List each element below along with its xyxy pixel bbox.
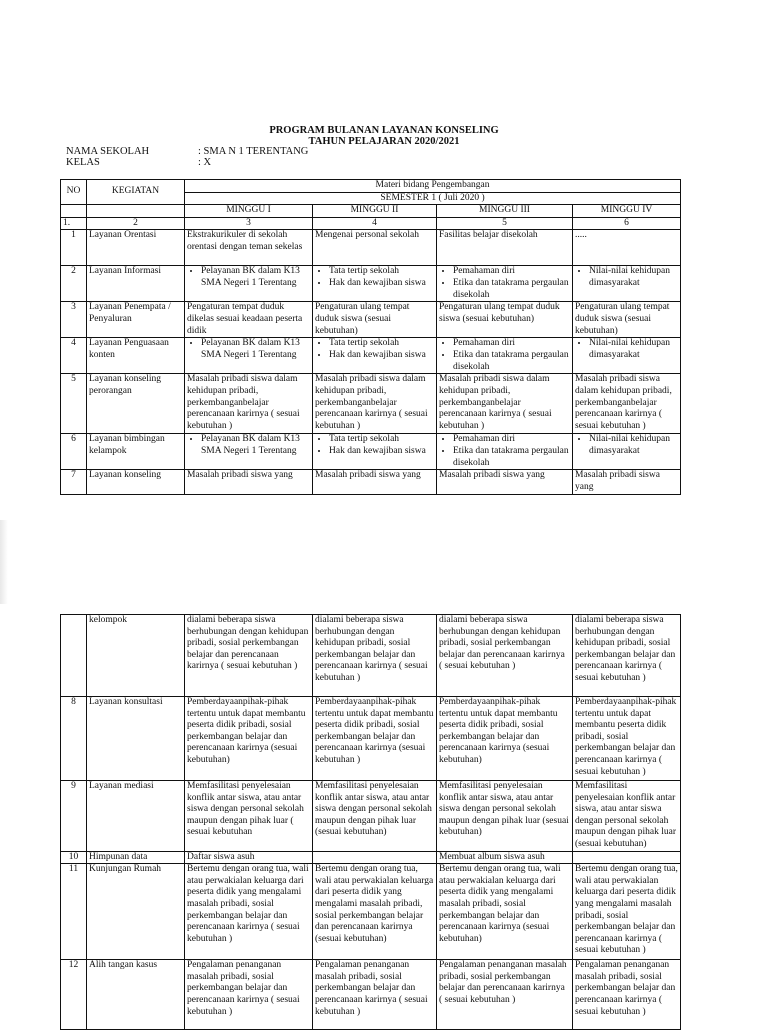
cell-w3: Masalah pribadi siswa dalam kehidupan pribadi, perkembanganbelajar perencanaan karirnya ( sesuai kebutuhan ) — [437, 374, 573, 434]
cell-kegiatan: Layanan Orentasi — [87, 230, 185, 266]
cell-w2: Masalah pribadi siswa yang — [313, 470, 437, 494]
cell-no: 2 — [61, 266, 87, 302]
header-week-3: MINGGU III — [437, 205, 573, 218]
cell-kegiatan: Layanan mediasi — [87, 781, 185, 852]
cell-w2: Pemberdayaanpihak-pihak tertentu untuk dapat membantu peserta didik pribadi, sosial perkembangan belajar dan perencanaan karirnya (sesuai kebutuhan ) — [313, 697, 437, 781]
cell-no: 11 — [61, 864, 87, 960]
header-num-2: 2 — [87, 217, 185, 230]
table-row — [61, 960, 681, 1030]
table-body-page-1 — [61, 230, 681, 494]
bullet-item: • Tata tertip sekolah — [329, 434, 434, 446]
bullet-list — [439, 266, 570, 301]
table-row — [61, 338, 681, 374]
header-num-4: 4 — [313, 217, 437, 230]
table-row — [61, 697, 681, 781]
bullet-item: • Pelayanan BK dalam K13 SMA Negeri 1 Terentang — [201, 266, 310, 289]
cell-w1: Pemberdayaanpihak-pihak tertentu untuk dapat membantu peserta didik pribadi, sosial perkembangan belajar dan perencanaan karirnya (sesuai kebutuhan) — [185, 697, 313, 781]
cell-w4: Pengaturan ulang tempat duduk siswa (sesuai kebutuhan) — [573, 302, 681, 338]
cell-w4: Bertemu dengan orang tua, wali atau perwakialan keluarga dari peserta didik yang mengalami masalah pribadi, sosial perkembangan belajar dan perencanaan karirnya ( sesuai kebutuhan ) — [573, 864, 681, 960]
bullet-item: • Tata tertip sekolah — [329, 266, 434, 278]
table-row — [61, 302, 681, 338]
bullet-list — [439, 434, 570, 469]
document-page-2 — [0, 604, 768, 1024]
bullet-item: • Pemahaman diri — [453, 434, 570, 446]
cell-kegiatan: Kunjungan Rumah — [87, 864, 185, 960]
cell-no: 1 — [61, 230, 87, 266]
cell-w4 — [573, 851, 681, 864]
table-row — [61, 864, 681, 960]
bullet-list — [575, 434, 678, 457]
bullet-item: • Pelayanan BK dalam K13 SMA Negeri 1 Terentang — [201, 338, 310, 361]
bullet-item: • Hak dan kewajiban siswa — [329, 446, 434, 458]
table-row — [61, 470, 681, 494]
cell-w1 — [185, 266, 313, 302]
cell-w3: Masalah pribadi siswa yang — [437, 470, 573, 494]
bullet-item: • Nilai-nilai kehidupan dimasyarakat — [589, 338, 678, 361]
cell-w2: Bertemu dengan orang tua, wali atau perwakialan keluarga dari peserta didik yang mengalami masalah pribadi, sosial perkembangan belajar dan perencanaan karirnya (sesuai kebutuhan) — [313, 864, 437, 960]
cell-w4: ..... — [573, 230, 681, 266]
cell-w2 — [313, 434, 437, 470]
table-row — [61, 615, 681, 697]
cell-w1: Daftar siswa asuh — [185, 851, 313, 864]
school-label: NAMA SEKOLAH — [66, 146, 150, 157]
cell-no: 10 — [61, 851, 87, 864]
bullet-item: • Etika dan tatakrama pergaulan disekolah — [453, 278, 570, 301]
cell-w3: Memfasilitasi penyelesaian konflik antar siswa, atau antar siswa dengan personal sekolah maupun dengan pihak luar (sesuai kebutuhan) — [437, 781, 573, 852]
cell-w1: dialami beberapa siswa berhubungan dengan kehidupan pribadi, sosial perkembangan belajar dan perencanaan karirnya ( sesuai kebutuhan ) — [185, 615, 313, 697]
table-row — [61, 374, 681, 434]
cell-kegiatan: Alih tangan kasus — [87, 960, 185, 1030]
table-row — [61, 230, 681, 266]
header-num-1: 1. — [61, 217, 87, 230]
cell-kegiatan: Layanan Penguasaan konten — [87, 338, 185, 374]
bullet-item: • Pemahaman diri — [453, 338, 570, 350]
header-num-6: 6 — [573, 217, 681, 230]
bullet-item: • Pelayanan BK dalam K13 SMA Negeri 1 Terentang — [201, 434, 310, 457]
cell-w4: Pemberdayaanpihak-pihak tertentu untuk dapat membantu peserta didik pribadi, sosial perkembangan belajar dan perencanaan karirnya ( sesuai kebutuhan ) — [573, 697, 681, 781]
bullet-item: • Tata tertip sekolah — [329, 338, 434, 350]
cell-w4: dialami beberapa siswa berhubungan dengan kehidupan pribadi, sosial perkembangan belajar dan perencanaan karirnya ( sesuai kebutuhan ) — [573, 615, 681, 697]
bullet-item: • Etika dan tatakrama pergaulan disekolah — [453, 446, 570, 469]
cell-w2: Pengalaman penanganan masalah pribadi, sosial perkembangan belajar dan perencanaan karirnya ( sesuai kebutuhan ) — [313, 960, 437, 1030]
bullet-item: • Nilai-nilai kehidupan dimasyarakat — [589, 434, 678, 457]
bullet-list — [187, 434, 310, 457]
document-title: PROGRAM BULANAN LAYANAN KONSELING — [269, 125, 499, 136]
school-value: : SMA N 1 TERENTANG — [198, 146, 309, 157]
cell-kegiatan: kelompok — [87, 615, 185, 697]
cell-no: 7 — [61, 470, 87, 494]
cell-w1: Pengalaman penanganan masalah pribadi, sosial perkembangan belajar dan perencanaan karirnya ( sesuai kebutuhan ) — [185, 960, 313, 1030]
cell-w4 — [573, 266, 681, 302]
cell-no: 3 — [61, 302, 87, 338]
cell-w1: Bertemu dengan orang tua, wali atau perwakialan keluarga dari peserta didik yang mengalami masalah pribadi, sosial perkembangan belajar dan perencanaan karirnya ( sesuai kebutuhan ) — [185, 864, 313, 960]
cell-w2: dialami beberapa siswa berhubungan dengan kehidupan pribadi, sosial perkembangan belajar dan perencanaan karirnya ( sesuai kebutuhan ) — [313, 615, 437, 697]
cell-w4: Pengalaman penanganan masalah pribadi, sosial perkembangan belajar dan perencanaan karirnya ( sesuai kebutuhan ) — [573, 960, 681, 1030]
cell-w3: Fasilitas belajar disekolah — [437, 230, 573, 266]
cell-w1: Pengaturan tempat duduk dikelas sesuai keadaan peserta didik — [185, 302, 313, 338]
bullet-item: • Nilai-nilai kehidupan dimasyarakat — [589, 266, 678, 289]
cell-w2 — [313, 338, 437, 374]
header-no: NO — [61, 180, 87, 205]
cell-w1 — [185, 434, 313, 470]
header-week-2: MINGGU II — [313, 205, 437, 218]
header-kegiatan: KEGIATAN — [87, 180, 185, 205]
cell-no: 6 — [61, 434, 87, 470]
document-subtitle: TAHUN PELAJARAN 2020/2021 — [308, 136, 460, 147]
bullet-list — [575, 266, 678, 289]
bullet-list — [187, 338, 310, 361]
cell-kegiatan: Himpunan data — [87, 851, 185, 864]
cell-kegiatan: Layanan Penempata / Penyaluran — [87, 302, 185, 338]
header-week-4: MINGGU IV — [573, 205, 681, 218]
bullet-list — [575, 338, 678, 361]
class-label: KELAS — [66, 157, 100, 168]
cell-w4: Masalah pribadi siswa yang — [573, 470, 681, 494]
cell-no: 8 — [61, 697, 87, 781]
class-value: : X — [198, 157, 212, 168]
cell-w1: Masalah pribadi siswa dalam kehidupan pribadi, perkembanganbelajar perencanaan karirnya ( sesuai kebutuhan ) — [185, 374, 313, 434]
bullet-item: • Etika dan tatakrama pergaulan disekolah — [453, 350, 570, 373]
cell-kegiatan: Layanan bimbingan kelampok — [87, 434, 185, 470]
bullet-list — [315, 338, 434, 361]
cell-w3: Membuat album siswa asuh — [437, 851, 573, 864]
cell-w2: Memfasilitasi penyelesaian konflik antar siswa, atau antar siswa dengan personal sekolah maupun dengan pihak luar (sesuai kebutuhan) — [313, 781, 437, 852]
header-num-5: 5 — [437, 217, 573, 230]
cell-w3: Pengalaman penanganan masalah pribadi, sosial perkembangan belajar dan perencanaan karirnya ( sesuai kebutuhan ) — [437, 960, 573, 1030]
cell-w4 — [573, 434, 681, 470]
table-row — [61, 434, 681, 470]
cell-w3 — [437, 266, 573, 302]
header-semester: SEMESTER 1 ( Juli 2020 ) — [185, 192, 681, 205]
cell-w3: Pengaturan ulang tempat duduk siswa (sesuai kebutuhan) — [437, 302, 573, 338]
bullet-list — [315, 266, 434, 289]
cell-w2: Pengaturan ulang tempat duduk siswa (sesuai kebutuhan) — [313, 302, 437, 338]
cell-no: 4 — [61, 338, 87, 374]
cell-no: 5 — [61, 374, 87, 434]
cell-w1: Masalah pribadi siswa yang — [185, 470, 313, 494]
cell-w3: dialami beberapa siswa berhubungan dengan kehidupan pribadi, sosial perkembangan belajar dan perencanaan karirnya ( sesuai kebutuhan ) — [437, 615, 573, 697]
cell-w3: Bertemu dengan orang tua, wali atau perwakialan keluarga dari peserta didik yang mengalami masalah pribadi, sosial perkembangan belajar dan perencanaan karirnya (sesuai kebutuhan) — [437, 864, 573, 960]
cell-w2 — [313, 266, 437, 302]
bullet-item: • Hak dan kewajiban siswa — [329, 350, 434, 362]
cell-w4: Masalah pribadi siswa dalam kehidupan pribadi, perkembanganbelajar perencanaan karirnya ( sesuai kebutuhan ) — [573, 374, 681, 434]
bullet-item: • Pemahaman diri — [453, 266, 570, 278]
cell-w4 — [573, 338, 681, 374]
bullet-list — [315, 434, 434, 457]
cell-w3 — [437, 434, 573, 470]
bullet-list — [439, 338, 570, 373]
cell-kegiatan: Layanan konsultasi — [87, 697, 185, 781]
cell-w2: Masalah pribadi siswa dalam kehidupan pribadi, perkembanganbelajar perencanaan karirnya ( sesuai kebutuhan ) — [313, 374, 437, 434]
header-week-1: MINGGU I — [185, 205, 313, 218]
bullet-list — [187, 266, 310, 289]
table-row — [61, 781, 681, 852]
cell-no: 9 — [61, 781, 87, 852]
cell-w2 — [313, 851, 437, 864]
cell-no — [61, 615, 87, 697]
cell-kegiatan: Layanan konseling — [87, 470, 185, 494]
cell-w1 — [185, 338, 313, 374]
cell-kegiatan: Layanan Informasi — [87, 266, 185, 302]
header-num-3: 3 — [185, 217, 313, 230]
cell-kegiatan: Layanan konseling perorangan — [87, 374, 185, 434]
cell-w1: Memfasilitasi penyelesaian konflik antar siswa, atau antar siswa dengan personal sekolah maupun dengan pihak luar ( sesuai kebutuhan — [185, 781, 313, 852]
cell-no: 12 — [61, 960, 87, 1030]
cell-w1: Ekstrakurikuler di sekolah orentasi dengan teman sekelas — [185, 230, 313, 266]
bullet-item: • Hak dan kewajiban siswa — [329, 278, 434, 290]
program-table — [60, 179, 681, 495]
header-materi: Materi bidang Pengembangan — [185, 180, 681, 193]
table-row — [61, 266, 681, 302]
cell-w3: Pemberdayaanpihak-pihak tertentu untuk dapat membantu peserta didik pribadi, sosial perkembangan belajar dan perencanaan karirnya (sesuai kebutuhan) — [437, 697, 573, 781]
program-table-continued — [60, 614, 681, 1030]
table-row — [61, 851, 681, 864]
cell-w2: Mengenai personal sekolah — [313, 230, 437, 266]
cell-w4: Memfasilitasi penyelesaian konflik antar siswa, atau antar siswa dengan personal sekolah maupun dengan pihak luar (sesuai kebutuhan) — [573, 781, 681, 852]
cell-w3 — [437, 338, 573, 374]
table-body-page-2 — [61, 615, 681, 1030]
